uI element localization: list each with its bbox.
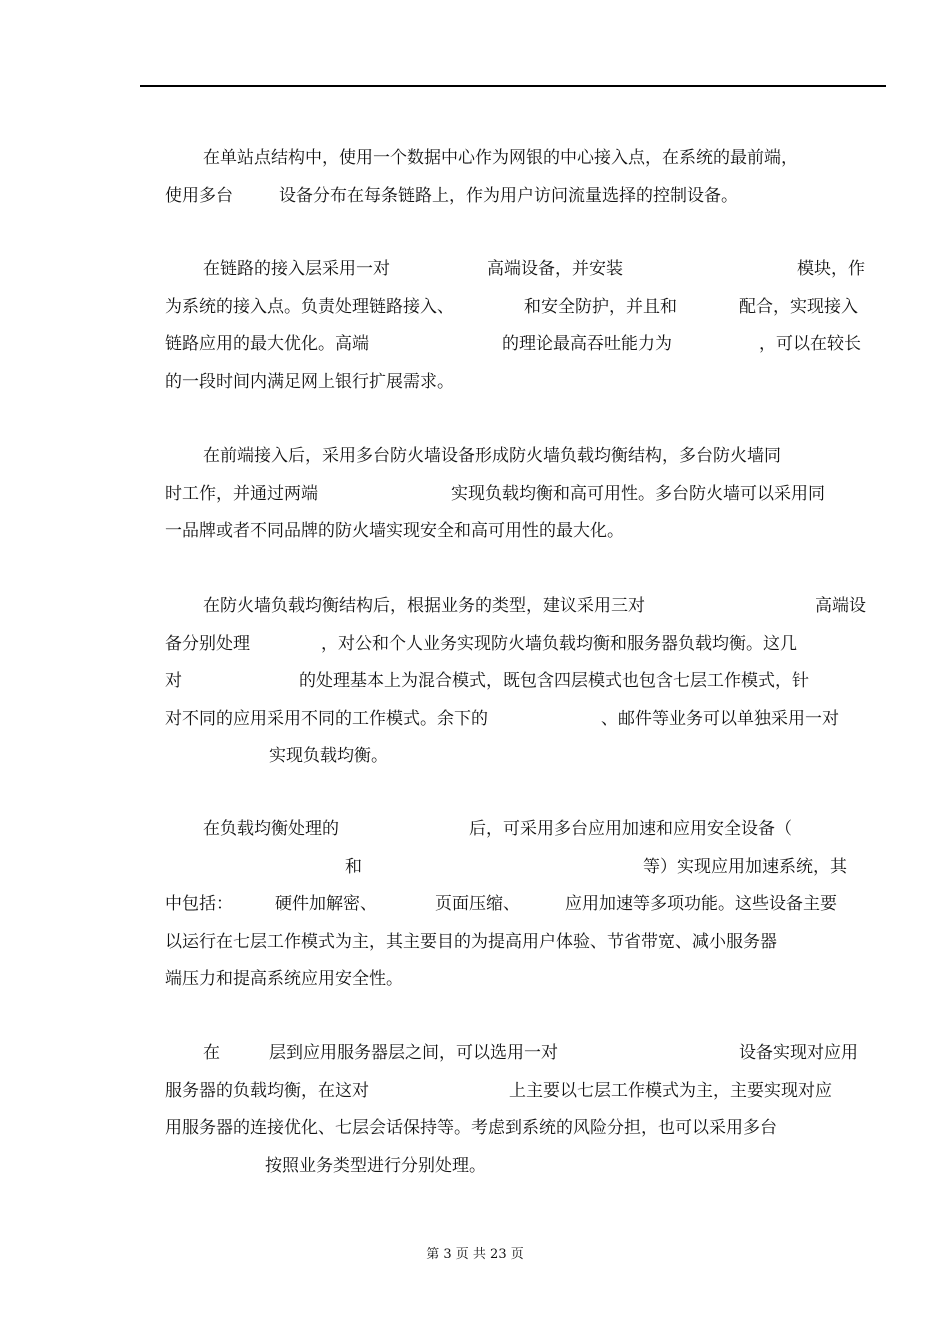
text-line-segment: ，可以在较长 [759,334,861,354]
page-footer: 第 3 页 共 23 页 [426,1247,524,1262]
text-line-segment: 实现负载均衡和高可用性。多台防火墙可以采用同 [451,483,825,504]
text-line-segment: 端压力和提高系统应用安全性。 [165,969,403,989]
text-line-segment: 为系统的接入点。负责处理链路接入、 [165,296,454,317]
text-line-segment: 以运行在七层工作模式为主，其主要目的为提高用户体验、节省带宽、减小服务器 [165,931,777,952]
text-line-segment: 对 [165,671,182,691]
text-line-segment: 配合，实现接入 [739,296,858,317]
text-line-segment: ，对公和个人业务实现防火墙负载均衡和服务器负载均衡。这几 [321,633,797,654]
text-line-segment: 层到应用服务器层之间，可以选用一对 [269,1043,558,1063]
text-line-segment: 使用多台 [165,185,233,206]
text-line-segment: 和安全防护，并且和 [524,296,677,317]
text-line-segment: 高端设备，并安装 [487,259,623,279]
text-line-segment: 服务器的负载均衡，在这对 [165,1080,369,1101]
header-rule [140,85,886,87]
text-line-segment: 在前端接入后，采用多台防火墙设备形成防火墙负载均衡结构，多台防火墙同 [203,446,781,466]
text-line-segment: 备分别处理 [165,633,250,654]
text-line-segment: 按照业务类型进行分别处理。 [265,1155,486,1176]
text-line-segment: 设备分布在每条链路上，作为用户访问流量选择的控制设备。 [279,185,738,206]
text-line-segment: 实现负载均衡。 [269,746,388,766]
text-line-segment: 的一段时间内满足网上银行扩展需求。 [165,371,454,392]
text-line-segment: 页面压缩、 [435,894,520,914]
text-line-segment: 应用加速等多项功能。这些设备主要 [565,894,837,914]
text-line-segment: 上主要以七层工作模式为主，主要实现对应 [509,1080,832,1101]
text-line-segment: 等）实现应用加速系统，其 [643,856,847,877]
text-line-segment: 设备实现对应用 [739,1043,858,1063]
text-line-segment: 一品牌或者不同品牌的防火墙实现安全和高可用性的最大化。 [165,521,624,541]
text-line-segment: 在单站点结构中，使用一个数据中心作为网银的中心接入点，在系统的最前端， [203,148,798,168]
text-line-segment: 时工作，并通过两端 [165,483,318,504]
text-line-segment: 链路应用的最大优化。高端 [165,334,369,354]
text-line-segment: 在防火墙负载均衡结构后，根据业务的类型，建议采用三对 [203,596,645,616]
text-line-segment: 硬件加解密、 [275,894,377,914]
text-line-segment: 、邮件等业务可以单独采用一对 [601,708,839,729]
text-line-segment: 中包括： [165,894,233,914]
text-line-segment: 和 [345,856,362,877]
text-line-segment: 后，可采用多台应用加速和应用安全设备（ [469,819,792,839]
text-line-segment: 用服务器的连接优化、七层会话保持等。考虑到系统的风险分担，也可以采用多台 [165,1118,777,1138]
text-line-segment: 在链路的接入层采用一对 [203,259,390,279]
text-line-segment: 对不同的应用采用不同的工作模式。余下的 [165,708,488,729]
text-line-segment: 的理论最高吞吐能力为 [502,334,672,354]
text-line-segment: 的处理基本上为混合模式，既包含四层模式也包含七层工作模式，针 [299,671,809,691]
text-line-segment: 在 [203,1043,220,1063]
text-line-segment: 在负载均衡处理的 [203,819,339,839]
text-line-segment: 高端设 [815,596,866,616]
text-line-segment: 模块，作 [797,259,865,279]
